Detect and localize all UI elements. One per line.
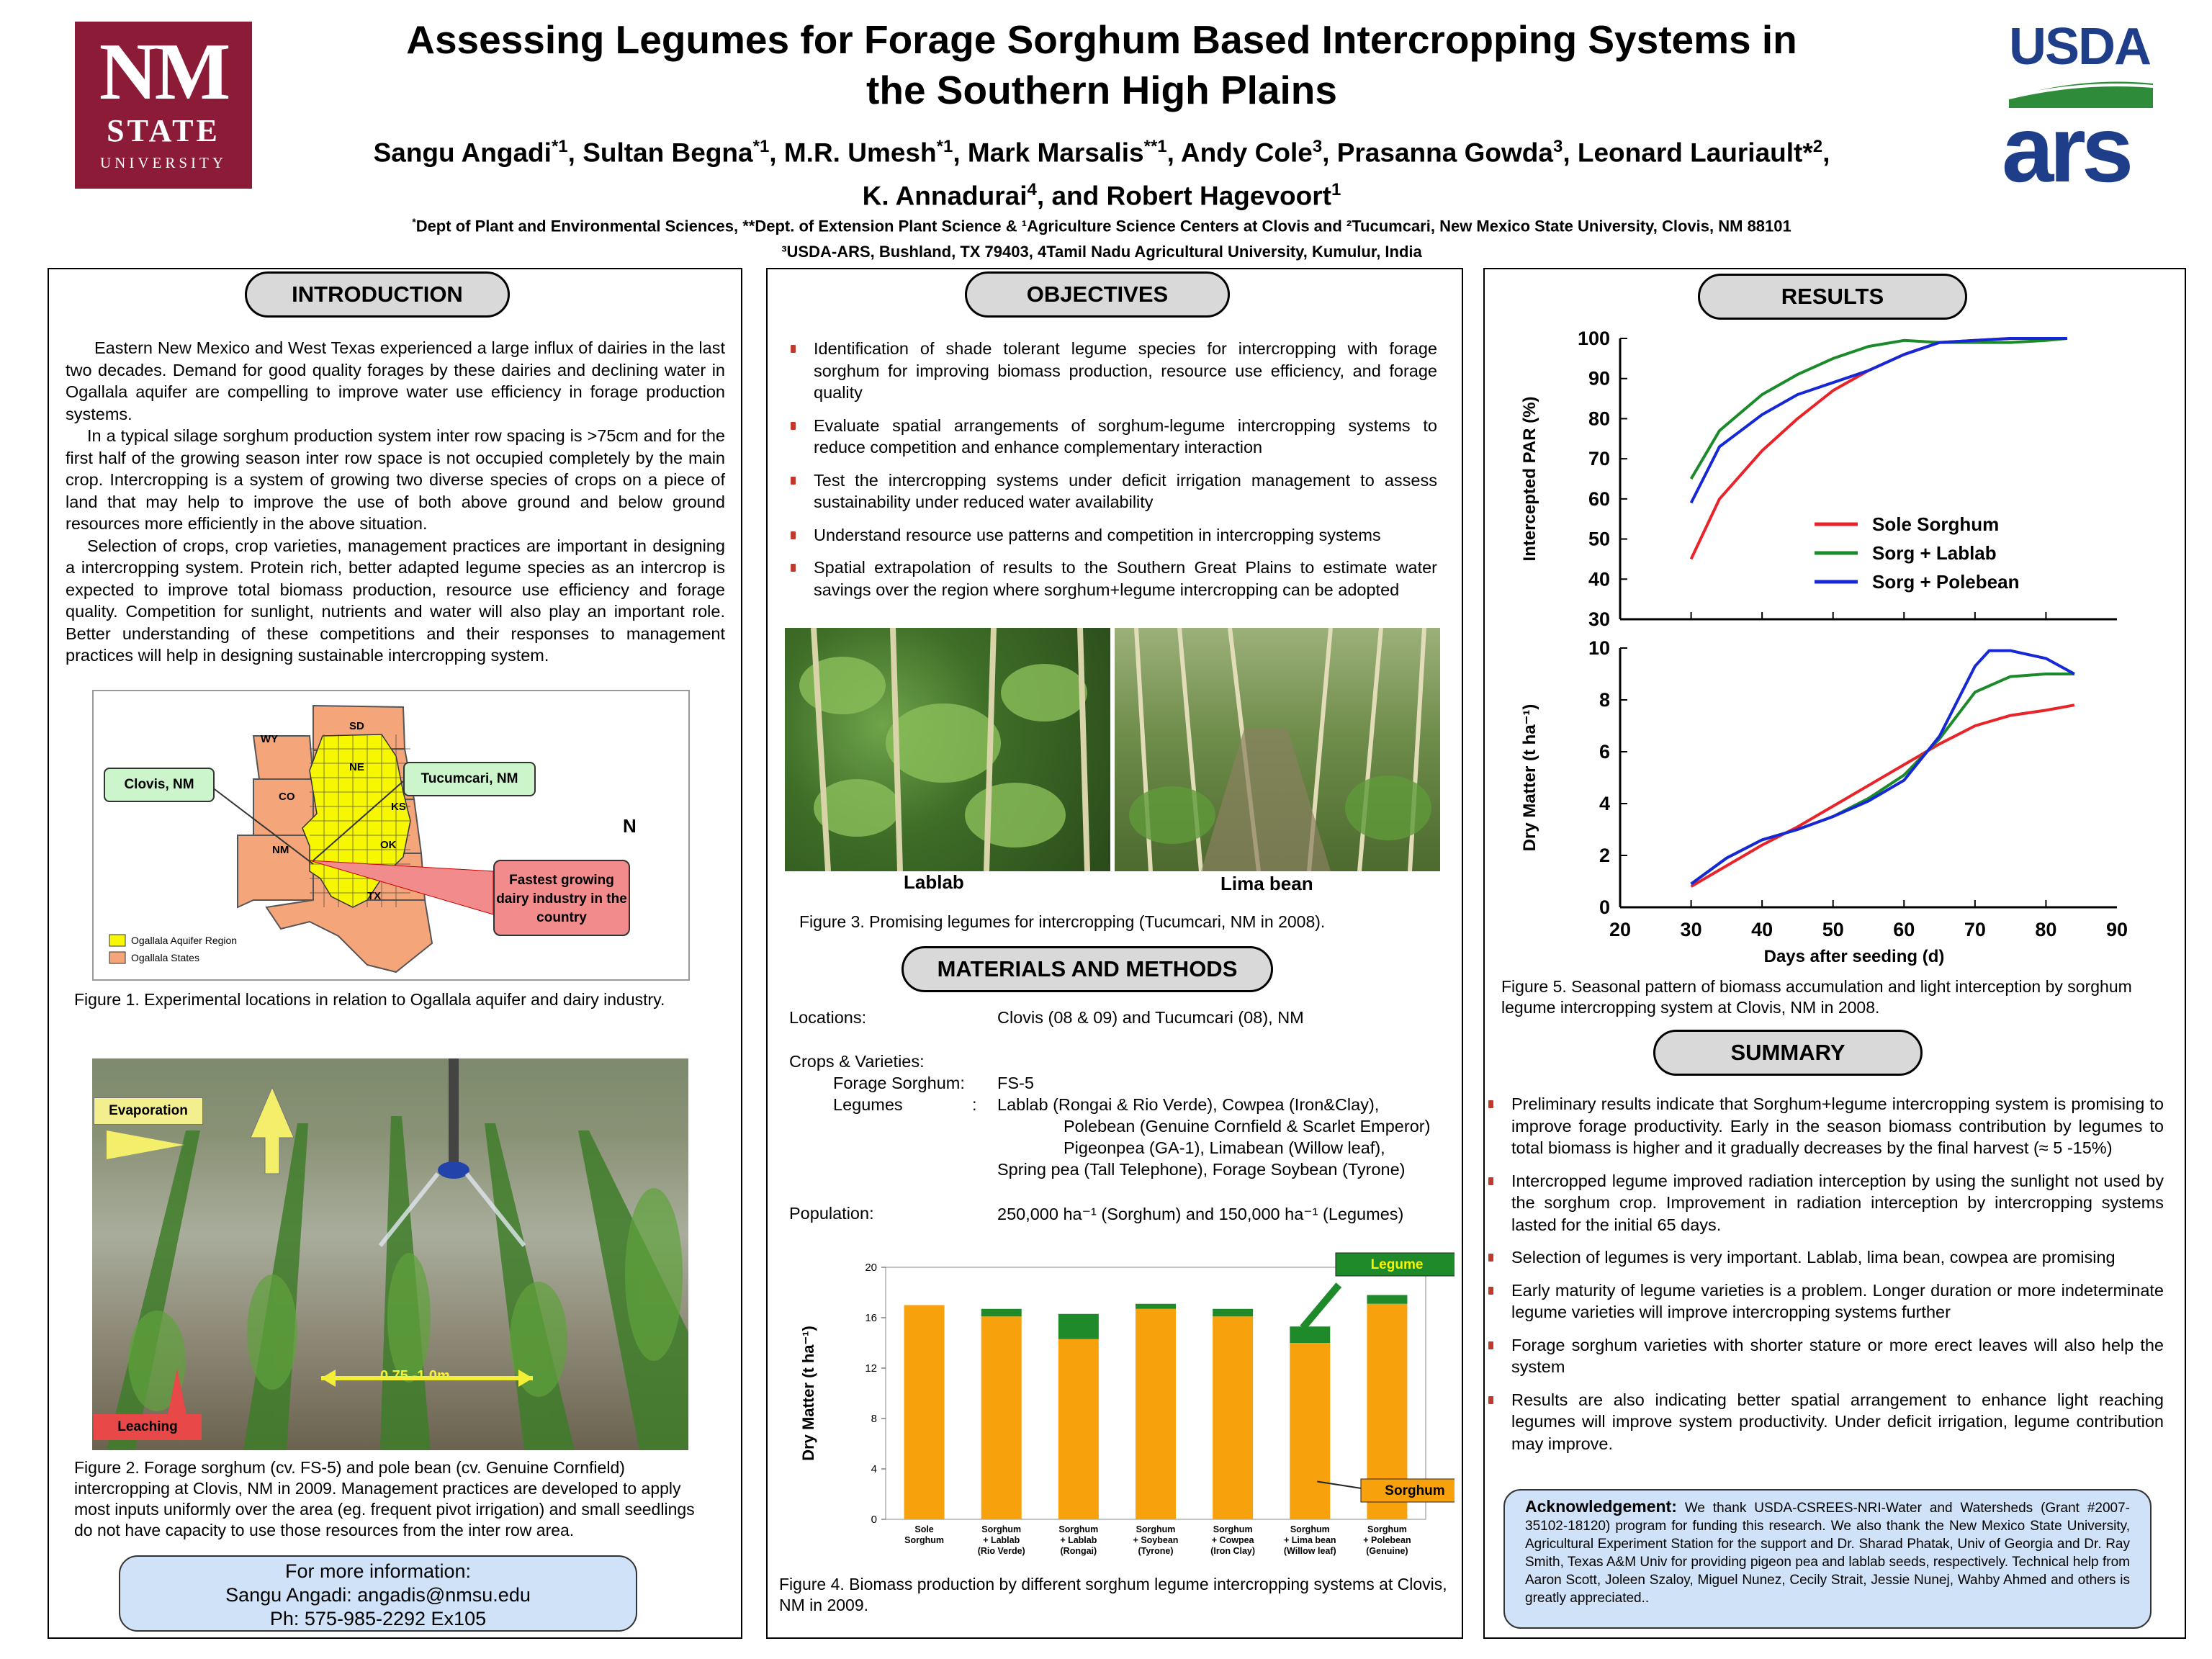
bar-sorghum (904, 1305, 945, 1520)
bar-legume (981, 1309, 1022, 1317)
affiliation-line-1 (274, 209, 1930, 239)
y-tick-label: 6 (1599, 741, 1610, 763)
series-line (1691, 705, 2074, 886)
y-tick-label: 80 (1588, 408, 1610, 430)
intro-body (66, 337, 725, 667)
author-sup: 1 (1331, 180, 1341, 200)
y-tick-label: 30 (1588, 608, 1610, 630)
y-axis-label: Intercepted PAR (%) (1520, 396, 1539, 562)
x-tick-label: 20 (1609, 919, 1632, 940)
summary-item: Selection of legumes is very important. Lablab, lima bean, cowpea are promising (1487, 1246, 2164, 1269)
legume-callout-label: Legume (1370, 1257, 1424, 1272)
author: Prasanna Gowda (1336, 138, 1553, 168)
figure3-caption: Figure 3. Promising legumes for intercropping (Tucumcari, NM in 2008). (799, 912, 1326, 931)
contact-box (119, 1555, 637, 1632)
y-tick-label: 8 (1599, 689, 1610, 711)
y-tick-label: 16 (865, 1312, 877, 1324)
limabean-photo-graphic (1115, 628, 1440, 871)
sorghum-callout-label: Sorghum (1385, 1483, 1445, 1498)
contact-email[interactable]: Sangu Angadi: angadis@nmsu.edu (225, 1584, 531, 1606)
ars-logo-text: ars (2002, 96, 2130, 202)
author-sup: *1 (752, 137, 770, 156)
summary-item: Results are also indicating better spatial arrangement to enhance light reaching legumes will improve system productivity. Under deficit irrigation, legume contribution may improve. (1487, 1389, 2164, 1455)
nmsu-logo-university: UNIVERSITY (100, 154, 227, 171)
category-label: + Lima bean (1283, 1535, 1336, 1545)
poster-title (274, 14, 1930, 115)
summary-heading: SUMMARY (1653, 1030, 1923, 1076)
author-sup: 3 (1312, 137, 1323, 156)
y-tick-label: 50 (1588, 528, 1610, 550)
state-label: OK (380, 839, 397, 851)
author-sup: *1 (551, 137, 568, 156)
objectives-list (789, 338, 1437, 611)
state-label: SD (349, 720, 364, 732)
x-tick-label: 70 (1964, 919, 1986, 940)
category-label: Sole (914, 1524, 934, 1534)
summary-item: Intercropped legume improved radiation interception by using the sunlight not used by the sorghum crop. Improvement in radiation interception by intercropping systems lasted for the initial 65 days. (1487, 1170, 2164, 1236)
category-label: (Genuine) (1366, 1546, 1408, 1556)
nmsu-logo (75, 22, 252, 189)
lablab-photo-graphic (785, 628, 1110, 871)
methods-heading: MATERIALS AND METHODS (902, 946, 1273, 992)
x-tick-label: 50 (1822, 919, 1844, 940)
y-tick-label: 4 (871, 1463, 877, 1475)
category-label: Sorghum (1136, 1524, 1176, 1534)
category-label: Sorghum (1290, 1524, 1330, 1534)
dairy-callout: Fastest growing dairy industry in the country (493, 860, 630, 936)
acknowledgement-box (1503, 1489, 2152, 1629)
state-label: TX (367, 890, 382, 902)
intro-paragraph: Selection of crops, crop varieties, management practices are important in designing a intercropping system. Protein rich, better adapted legume species as an intercrop is expected to improve total biomass production, resource use efficiency and forage quality. Competition for sunlight, nutrients and water will also play an important role. Better understanding of these competitions and their responses to management practices will help in designing sustainable intercropping system. (66, 536, 725, 665)
mm-crops-label: Crops & Varieties: (789, 1052, 925, 1071)
author: Leonard Lauriault* (1577, 138, 1813, 168)
title-line-2: the Southern High Plains (866, 68, 1337, 112)
category-label: + Polebean (1363, 1535, 1411, 1545)
authors-line-1: Sangu Angadi$^{*1}$, Sultan Begna$^{*1}$, M.R. Umesh$^{*1}$, Mark Marsalis$^{**1}$, Andy Cole$^3$, Prasanna Gowda$^3$, Leonard Lauriault*$^2$, (373, 137, 1830, 168)
category-label: Sorghum (1213, 1524, 1253, 1534)
authors-line-2: K. Annadurai$^4$, and Robert Hagevoort$^1$ (862, 180, 1341, 211)
mm-locations-label: Locations: (789, 1008, 867, 1027)
y-tick-label: 20 (865, 1262, 877, 1274)
usda-logo-text: USDA (2009, 18, 2151, 76)
intro-paragraph: In a typical silage sorghum production system inter row spacing is >75cm and for the first half of the growing season inter row space is not occupied completely by the main crop. Intercropping is a system of growing two diverse species of crops on a piece of land that may help to improve the use of both above ground and below ground resources more efficiently in the above situation. (66, 426, 725, 533)
nmsu-logo-nm: NM (99, 27, 228, 117)
mm-legumes-line: Lablab (Rongai & Rio Verde), Cowpea (Iron&Clay), (997, 1095, 1380, 1114)
acknowledgement-title: Acknowledgement: (1525, 1497, 1677, 1516)
clovis-callout: Clovis, NM (104, 768, 215, 802)
author: K. Annadurai (862, 181, 1028, 211)
legend-label: Sole Sorghum (1872, 513, 2000, 535)
category-label: + Cowpea (1211, 1535, 1254, 1545)
lablab-label: Lablab (904, 871, 964, 893)
mm-forage-value: FS-5 (997, 1074, 1034, 1092)
contact-phone: Ph: 575-985-2292 Ex105 (269, 1608, 487, 1629)
y-tick-label: 40 (1588, 568, 1610, 590)
x-tick-label: 40 (1751, 919, 1773, 940)
x-tick-label: 60 (1893, 919, 1915, 940)
y-tick-label: 8 (871, 1413, 877, 1425)
y-axis-label: Dry Matter (t ha⁻¹) (799, 1326, 817, 1461)
summary-list (1487, 1093, 2164, 1465)
legend-label: Sorg + Polebean (1872, 571, 2020, 593)
bar-sorghum (1290, 1343, 1330, 1519)
mm-forage-label: Forage Sorghum: (833, 1074, 965, 1092)
category-label: Sorghum (904, 1535, 945, 1545)
author: Sangu Angadi (373, 138, 552, 168)
mm-legumes-colon: : (972, 1095, 977, 1114)
legend-aquifer-label: Ogallala Aquifer Region (131, 935, 238, 946)
author: Mark Marsalis (967, 138, 1144, 168)
north-arrow-label: N (623, 815, 637, 837)
author: Sultan Begna (583, 138, 753, 168)
affiliations (274, 209, 1930, 265)
author-sup: 3 (1552, 137, 1563, 156)
summary-item: Early maturity of legume varieties is a problem. Longer duration or more indeterminate legume varieties will improve intercropping systems further (1487, 1280, 2164, 1323)
author-sup: 4 (1027, 180, 1037, 200)
objectives-heading: OBJECTIVES (965, 271, 1230, 318)
evaporation-label: Evaporation (94, 1097, 203, 1125)
bar-legume (1367, 1295, 1407, 1304)
category-label: + Soybean (1133, 1535, 1179, 1545)
category-label: (Rio Verde) (977, 1546, 1025, 1556)
figure1-caption: Figure 1. Experimental locations in relation to Ogallala aquifer and dairy industry. (74, 990, 665, 1009)
bar-legume (1136, 1304, 1176, 1309)
summary-item: Preliminary results indicate that Sorghum+legume intercropping system is promising to improve forage productivity. Early in the season biomass contribution by legumes to total biomass is higher and it gradually decreases by the final harvest (≈ 5 -15%) (1487, 1093, 2164, 1159)
series-line (1691, 338, 2067, 503)
mm-legumes-label: Legumes (833, 1095, 903, 1114)
x-tick-label: 80 (2035, 919, 2057, 940)
bar-sorghum (1136, 1309, 1176, 1519)
category-label: (Rongai) (1060, 1546, 1097, 1556)
y-tick-label: 4 (1599, 793, 1610, 814)
leaching-label: Leaching (94, 1414, 202, 1440)
y-tick-label: 0 (1599, 896, 1610, 918)
limabean-label: Lima bean (1220, 873, 1313, 894)
figure5-caption: Figure 5. Seasonal pattern of biomass accumulation and light interception by sorghum legume intercropping system at Clovis, NM in 2008. (1501, 977, 2132, 1017)
lablab-photo (785, 628, 1110, 871)
y-tick-label: 100 (1577, 328, 1610, 349)
x-axis-label: Days after seeding (d) (1763, 947, 1945, 966)
category-label: Sorghum (1367, 1524, 1407, 1534)
y-tick-label: 10 (1588, 637, 1610, 659)
acknowledgement-text: We thank USDA-CSREES-NRI-Water and Watersheds (Grant #2007-35102-18120) program for funding this research. We also thank the New Mexico State University, Agricultural Experiment Station for the support and Dr. Sharad Phatak, Univ of Georgia and Dr. Ray Smith, Texas A&M Univ for providing pigeon pea and lablab seeds, respectively. Technical help from Aaron Scott, Joleen Szaloy, Miguel Nunez, Cecily Strait, Jessie Nunej, Wahby Ahmed and others is greatly appreciated.. (1525, 1501, 2131, 1606)
x-tick-label: 30 (1680, 919, 1702, 940)
mm-locations-value: Clovis (08 & 09) and Tucumcari (08), NM (997, 1008, 1304, 1027)
category-label: Sorghum (981, 1524, 1022, 1534)
mm-legumes-line: Spring pea (Tall Telephone), Forage Soybean (Tyrone) (997, 1160, 1406, 1179)
y-tick-label: 2 (1599, 845, 1610, 866)
bar-sorghum (1213, 1316, 1253, 1519)
nmsu-logo-state: STATE (107, 113, 220, 148)
x-tick-label: 90 (2105, 919, 2128, 940)
legend-states-label: Ogallala States (131, 952, 199, 963)
bar-legume (1058, 1314, 1099, 1339)
usda-ars-logo (2002, 17, 2160, 202)
y-tick-label: 90 (1588, 367, 1610, 390)
series-line (1691, 338, 2067, 479)
objective-item: Evaluate spatial arrangements of sorghum-legume intercropping systems to reduce competition and enhance complementary interaction (789, 415, 1437, 459)
legume-callout-pointer (1303, 1285, 1339, 1328)
state-label: KS (391, 801, 406, 813)
results-heading: RESULTS (1698, 274, 1967, 320)
results-line-charts (1498, 317, 2175, 979)
objective-item: Spatial extrapolation of results to the Southern Great Plains to estimate water savings over the region where sorghum+legume intercropping can be adopted (789, 557, 1437, 601)
affiliation-text: Dept of Plant and Environmental Sciences, **Dept. of Extension Plant Science & ¹Agriculture Science Centers at Clovis and ²Tucumcari, New Mexico State University, Clovis, NM 88101 (415, 217, 1791, 235)
figure4-caption: Figure 4. Biomass production by different sorghum legume intercropping systems at Clovis, NM in 2009. (779, 1575, 1447, 1614)
category-label: + Lablab (1060, 1535, 1097, 1545)
category-label: (Iron Clay) (1210, 1546, 1256, 1556)
author-sup: **1 (1143, 137, 1167, 156)
tucumcari-callout: Tucumcari, NM (403, 762, 536, 796)
objective-item: Understand resource use patterns and competition in intercropping systems (789, 524, 1437, 547)
bar-legume (1290, 1326, 1330, 1343)
state-label: NE (349, 761, 364, 773)
intro-heading: INTRODUCTION (245, 271, 510, 318)
mm-legumes-line: Polebean (Genuine Cornfield & Scarlet Emperor) (1064, 1117, 1431, 1136)
biomass-bar-chart (778, 1246, 1455, 1570)
bar-sorghum (1058, 1339, 1099, 1519)
y-tick-label: 70 (1588, 448, 1610, 470)
affiliation-sup: * (412, 216, 416, 228)
state-label: NM (272, 844, 289, 856)
ogallala-map (92, 690, 690, 981)
author: and Robert Hagevoort (1051, 181, 1331, 211)
figure2-caption: Figure 2. Forage sorghum (cv. FS-5) and pole bean (cv. Genuine Cornfield) intercropping at Clovis, NM in 2009. Management practices are developed to apply most inputs uniformly over the area (eg. frequent pivot irrigation) and small seedlings do not have capacity to use those resources from the inter row area. (74, 1458, 695, 1539)
intro-paragraph: Eastern New Mexico and West Texas experienced a large influx of dairies in the last two decades. Demand for good quality forages by these dairies and declining water in Ogallala aquifer are compelling to improve water use efficiency in forage production systems. (66, 338, 725, 423)
author: Andy Cole (1180, 138, 1313, 168)
y-axis-label: Dry Matter (t ha⁻¹) (1520, 703, 1539, 852)
contact-heading: For more information: (284, 1560, 472, 1582)
limabean-photo (1115, 628, 1440, 871)
bar-sorghum (981, 1316, 1022, 1519)
author-sup: 2 (1812, 137, 1823, 156)
objective-item: Identification of shade tolerant legume species for intercropping with forage sorghum for improving biomass production, resource use efficiency, and forage quality (789, 338, 1437, 404)
authors (274, 128, 1930, 215)
y-tick-label: 12 (865, 1362, 877, 1375)
summary-item: Forage sorghum varieties with shorter stature or more erect leaves will also help the system (1487, 1334, 2164, 1378)
row-spacing-label: 0.75 -1.0m (380, 1368, 450, 1384)
author: M.R. Umesh (783, 138, 937, 168)
category-label: (Tyrone) (1138, 1546, 1174, 1556)
affiliation-line-2: ³USDA-ARS, Bushland, TX 79403, 4Tamil Nadu Agricultural University, Kumulur, India (781, 243, 1422, 261)
field-photo (92, 1058, 688, 1450)
state-label: CO (279, 791, 295, 803)
category-label: (Willow leaf) (1283, 1546, 1336, 1556)
y-tick-label: 60 (1588, 487, 1610, 510)
series-line (1691, 651, 2074, 884)
y-tick-label: 0 (871, 1514, 877, 1526)
mm-population-label: Population: (789, 1204, 874, 1223)
mm-population-value: 250,000 ha⁻¹ (Sorghum) and 150,000 ha⁻¹ (Legumes) (997, 1205, 1404, 1223)
category-label: + Lablab (983, 1535, 1020, 1545)
mm-legumes-line: Pigeonpea (GA-1), Limabean (Willow leaf), (1064, 1138, 1385, 1157)
legend-label: Sorg + Lablab (1872, 542, 1997, 564)
objective-item: Test the intercropping systems under deficit irrigation management to assess sustainability under reduced water availability (789, 469, 1437, 513)
title-line-1: Assessing Legumes for Forage Sorghum Based Intercropping Systems in (406, 17, 1797, 62)
state-label: WY (261, 733, 279, 745)
bar-legume (1213, 1309, 1253, 1317)
category-label: Sorghum (1058, 1524, 1099, 1534)
author-sup: *1 (936, 137, 953, 156)
